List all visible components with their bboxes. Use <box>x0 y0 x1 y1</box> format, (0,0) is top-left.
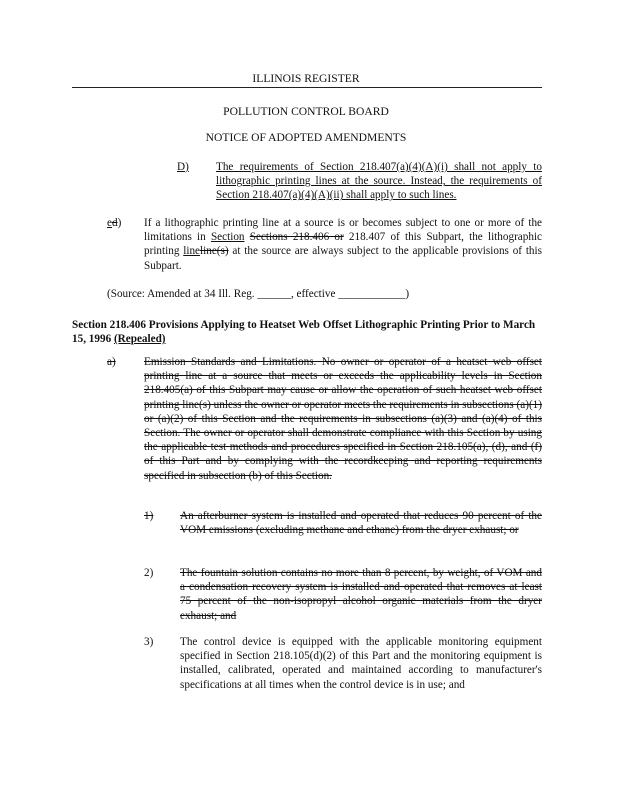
de-text-1: If a lithographic printing line at a source is or becomes subject to one or more of the limitations in <box>144 217 542 244</box>
para-a-label: a) <box>107 356 116 368</box>
de-deleted-lines: line(s) <box>200 245 229 258</box>
item-2-text: The fountain solution contains no more than 8 percent, by weight, of VOM and a condensation recovery system is installed and operated that removes at least 75 percent of the non-isopropyl alcohol organic materials from the dryer exhaust; and <box>180 567 542 622</box>
para-a-text: Emission Standards and Limitations. No owner or operator of a heatset web offset printing line at a source that meets or exceeds the applicability levels in Section 218.405(a) of this Subpart may cause or allow the operation of such heatset web offset printing line(s) unless the owner or operator meets the requirements in subsections (a)(1) or (a)(2) of this Section and the requirements in subsections (a)(3) and (a)(4) of this Section. The owner or operator shall demonstrate compliance with this Section by using the applicable test methods and procedures specified in Section 218.105(a), (d), and (f) of this Part and by complying with the recordkeeping and reporting requirements specified in subsection (b) of this Section. <box>144 356 542 482</box>
para-de-text <box>144 216 542 273</box>
item-1-label: 1) <box>144 510 154 522</box>
de-deleted-sections: Sections 218.406 or <box>249 231 344 244</box>
label-deleted: d <box>111 217 118 229</box>
source-note: (Source: Amended at 34 Ill. Reg. ______, effective ____________) <box>107 288 410 300</box>
section-heading-text: Section 218.406 Provisions Applying to Heatset Web Offset Lithographic Printing Prior to March 15, 1996 <box>72 319 536 346</box>
para-de-label <box>107 216 121 230</box>
repealed-marker: (Repealed) <box>113 333 166 346</box>
label-suffix: ) <box>117 217 122 229</box>
board-name: POLLUTION CONTROL BOARD <box>223 105 389 118</box>
de-inserted-line: line <box>183 245 201 258</box>
section-heading <box>72 318 542 346</box>
de-inserted-section: Section <box>210 231 245 244</box>
para-d-label: D) <box>177 161 189 173</box>
notice-title: NOTICE OF ADOPTED AMENDMENTS <box>205 131 407 144</box>
item-2-label: 2) <box>144 567 154 579</box>
item-1-text: An afterburner system is installed and operated that reduces 90 percent of the VOM emissions (excluding methane and ethane) from the dryer exhaust; or <box>180 510 542 537</box>
de-text-3: at the source are always subject to the applicable provisions of this Subpart. <box>144 245 542 272</box>
header-rule <box>72 87 542 88</box>
para-d-text: The requirements of Section 218.407(a)(4)(A)(i) shall not apply to lithographic printing lines at the source. Instead, the requirements of Section 218.407(a)(4)(A)(ii) shall apply to such lines. <box>216 161 542 202</box>
item-3-label: 3) <box>144 636 154 648</box>
item-3-text: The control device is equipped with the applicable monitoring equipment specified in Section 218.105(d)(2) of this Part and the monitoring equipment is installed, calibrated, operated and maintained according to manufacturer's specifications at all times when the control device is in use; and <box>180 636 542 691</box>
register-header: ILLINOIS REGISTER <box>252 72 360 85</box>
label-inserted: e <box>107 217 112 229</box>
de-text-2: 218.407 of this Subpart, the lithographic printing <box>144 231 543 258</box>
